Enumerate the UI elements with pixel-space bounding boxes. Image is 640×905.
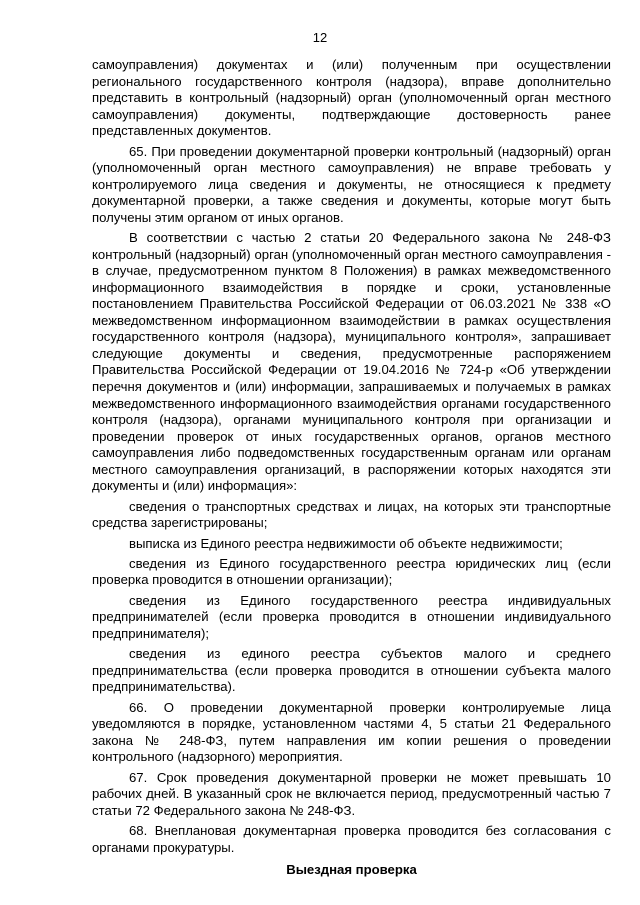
list-item-real-estate: выписка из Единого реестра недвижимости об объекте недвижимости; [129,535,563,551]
document-body [92,57,611,879]
paragraph-68: 68. Внеплановая документарная проверка проводится без согласования с органами прокуратуры. [92,823,611,855]
paragraph-66: 66. О проведении документарной проверки контролируемые лица уведомляются в порядке, установленном частями 4, 5 статьи 21 Федерального закона № 248-ФЗ, путем направления им копии решения о проведении контрольного (надзорного) мероприятия. [92,699,611,765]
page-number: 12 [312,30,328,45]
section-heading: Выездная проверка [286,862,417,878]
list-item-legal-entities: сведения из Единого государственного реестра юридических лиц (если проверка проводится в отношении организации); [92,555,611,588]
paragraph-interagency-request: В соответствии с частью 2 статьи 20 Федерального закона № 248-ФЗ контрольный (надзорный) орган (уполномоченный орган местного самоуправления - в случае, предусмотренном пунктом 8 Положения) в рамках межведомственного информационного взаимодействия в порядке и сроки, установленные постановлением Правительства Российской Федерации от 06.03.2021 № 338 «О межведомственном информационном взаимодействии в рамках осуществления государственного контроля (надзора), муниципального контроля», запрашивает следующие документы и сведения, предусмотренные распоряжением Правительства Российской Федерации от 19.04.2016 № 724-р «Об утверждении перечня документов и (или) информации, запрашиваемых и получаемых в рамках межведомственного информационного взаимодействия органами государственного контроля (надзора), органами муниципального контроля при организации и проведении проверок от иных государственных органов, органов местного самоуправления либо подведомственных государственным органам или органам местного самоуправления организаций, в распоряжении которых находятся эти документы и (или) информация»: [92,230,611,494]
paragraph-65: 65. При проведении документарной проверки контрольный (надзорный) орган (уполномоченный орган местного самоуправления) не вправе требовать у контролируемого лица сведения и документы, не относящиеся к предмету документарной проверки, а также сведения и документы, которые могут быть получены этим органом от иных органов. [92,143,611,225]
paragraph-67: 67. Срок проведения документарной проверки не может превышать 10 рабочих дней. В указанный срок не включается период, предусмотренный частью 7 статьи 72 Федерального закона № 248-ФЗ. [92,769,611,818]
list-item-entrepreneurs: сведения из Единого государственного реестра индивидуальных предпринимателей (если проверка проводится в отношении индивидуального предпринимателя); [92,592,611,641]
paragraph-continuation: самоуправления) документах и (или) полученным при осуществлении регионального государственного контроля (надзора), вправе дополнительно представить в контрольный (надзорный) орган (уполномоченный орган местного самоуправления) документы, подтверждающие достоверность ранее представленных документов. [92,57,611,139]
list-item-small-business: сведения из единого реестра субъектов малого и среднего предпринимательства (если проверка проводится в отношении субъекта малого предпринимательства). [92,646,611,695]
list-item-vehicles: сведения о транспортных средствах и лицах, на которых эти транспортные средства зарегистрированы; [92,498,611,531]
